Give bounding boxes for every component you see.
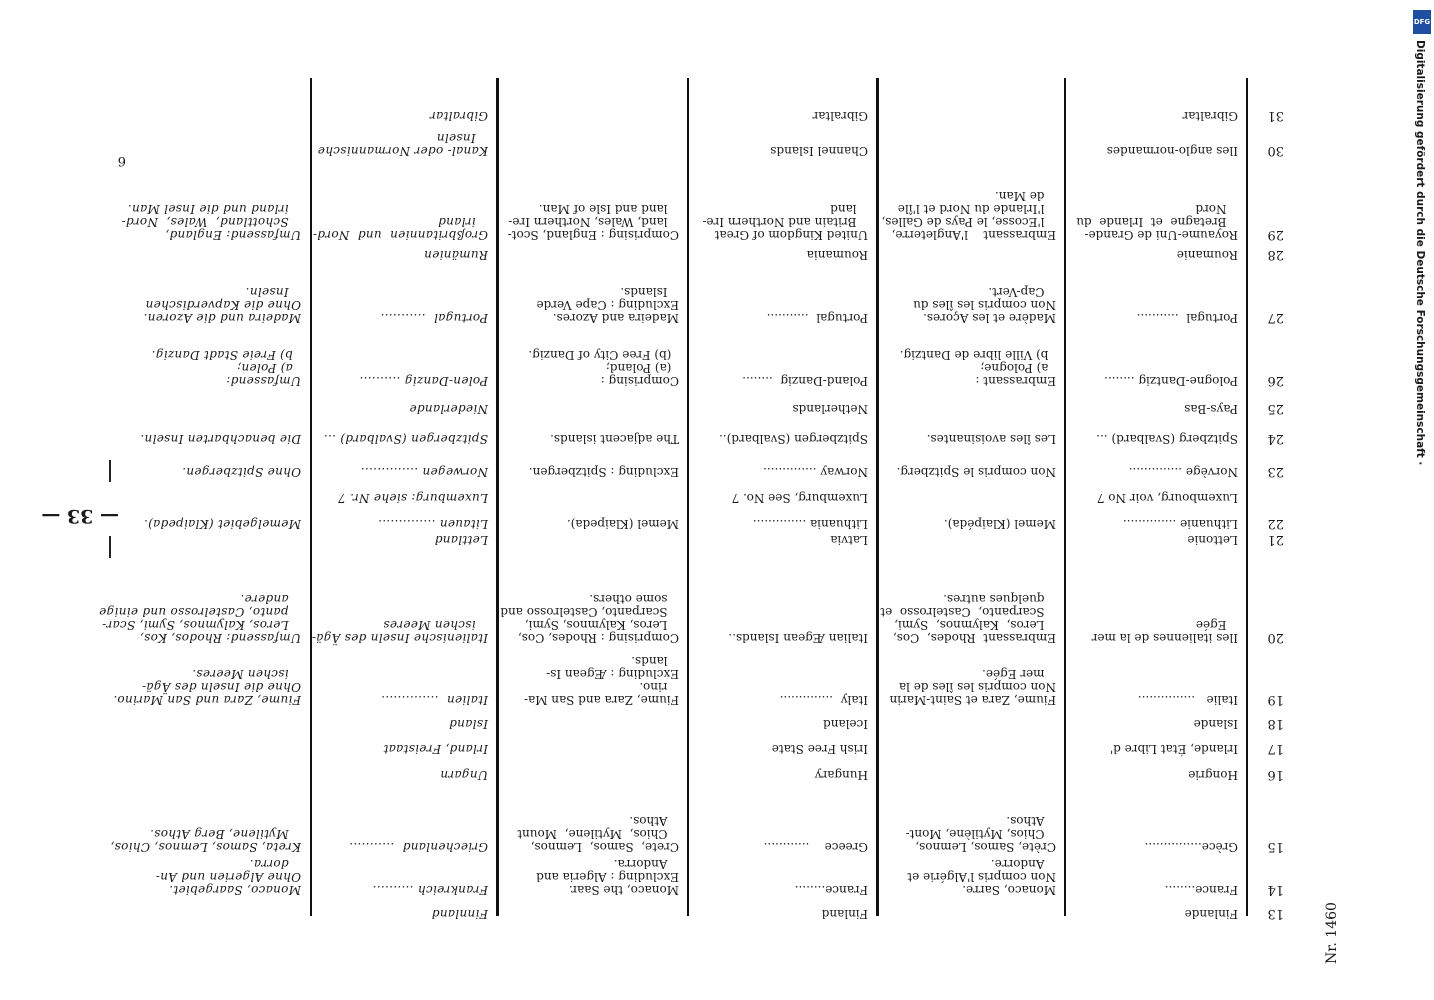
cell-de-note: Kreta, Samos, Lemnos, Chios, Mytilene, Berg Athos. [110, 827, 301, 854]
cell-en-note: Comprising : Rhodes, Cos, Leros, Kalymnos, Symi, Scarpanto, Castelrosso and some others. [500, 592, 679, 645]
cell-de: Niederlande [409, 402, 488, 416]
row-number: 26 [1267, 373, 1284, 388]
cell-de: Italienische Inseln des Ägä- ischen Meeres [311, 618, 488, 645]
cell-de: Ungarn [440, 768, 488, 782]
cell-de-note: Madeira und die Azoren. Ohne die Kapverdischen Inseln. [143, 285, 301, 325]
page-index: 6 [117, 153, 126, 168]
cell-fr: France........ [1164, 883, 1238, 897]
cell-fr: Irlande, État Libre d' [1109, 742, 1238, 756]
cell-en-note: Madeira and Azores. Excluding : Cape Verde Islands. [536, 285, 679, 325]
cell-de: Luxemburg: siehe Nr. 7 [337, 491, 488, 505]
cell-fr-note: Embrassant Rhodes, Cos, Leros, Kalymnos, Symi, Scarpanto, Castelrosso et quelques autres. [880, 592, 1056, 645]
row-number: 14 [1267, 882, 1284, 897]
cell-de: Island [448, 717, 488, 731]
cell-fr: Lithuanie .............. [1122, 517, 1238, 531]
page-number: — 33 — [41, 505, 119, 527]
cell-en-note: Monaco, the Saar. Excluding : Algeria and Andorra. [536, 857, 679, 897]
cell-en: Finland [821, 907, 868, 921]
cell-fr: Grèce............... [1144, 840, 1238, 854]
cell-fr-note: Memel (Klaipéda). [943, 517, 1056, 531]
cell-fr: Pologne-Dantzig ........ [1104, 374, 1238, 388]
cell-fr: Gibraltar [1182, 109, 1238, 123]
cell-en: Latvia [830, 533, 868, 547]
cell-de: Lettland [434, 533, 488, 547]
row-number: 30 [1267, 143, 1284, 158]
cell-fr: Pays-Bas [1184, 402, 1238, 416]
document-reference: Nr. 1460 [1324, 902, 1340, 964]
cell-de: Portugal ........... [380, 311, 488, 325]
cell-de-note: Umfassend: England, Schottland, Wales, Nord- irland und die Insel Man. [121, 202, 301, 242]
cell-de-note: Fiume, Zara und San Marino. Ohne die Inseln des Ägä- ischen Meeres. [113, 667, 301, 707]
cell-de: Griechenland ........... [348, 840, 488, 854]
cell-de: Irland, Freistaat [383, 742, 488, 756]
cell-fr: Iles anglo-normandes [1106, 144, 1238, 158]
cell-en-note: Memel (Klaipeda). [566, 517, 679, 531]
cell-en-note: Crete, Samos, Lemnos, Chios, Mytilene, Mount Athos. [517, 814, 679, 854]
row-number: 27 [1267, 310, 1284, 325]
cell-de: Frankreich .......... [372, 883, 488, 897]
cell-de-note: Memelgebiet (Klaipeda). [143, 517, 301, 531]
cell-de: Spitzbergen (Svalbard) ... [323, 432, 488, 446]
row-number: 29 [1267, 227, 1284, 242]
row-number: 18 [1267, 716, 1284, 731]
cell-en: Roumania [806, 248, 868, 262]
cell-fr: Lettonie [1187, 533, 1238, 547]
cell-de-note: Umfassend: a) Polen; b) Freie Stadt Danzig. [151, 348, 301, 388]
cell-de-note: Die benachbarten Inseln. [140, 432, 301, 446]
column-rule [496, 78, 499, 916]
cell-en: Italy .............. [779, 693, 868, 707]
cell-de-note: Umfassend: Rhodos, Kos, Leros, Kalymnos, Symi, Scar- panto, Castelrosso und einige andere. [98, 592, 301, 645]
cell-en: Poland-Danzig ........ [742, 374, 868, 388]
row-number: 25 [1267, 401, 1284, 416]
cell-en-note: Fiume, Zara and San Ma- rino. Excluding : Ægean Is- lands. [524, 654, 679, 707]
cell-de: Kanal- oder Normannische Inseln [317, 131, 488, 158]
row-number: 19 [1267, 692, 1284, 707]
column-rule [1246, 78, 1248, 916]
cell-fr-note: Monaco, Sarre. Non compris l'Algérie et Andorre. [907, 857, 1056, 897]
column-rule [1064, 78, 1066, 916]
cell-en: Italian Ægean Islands.. [728, 631, 868, 645]
cell-en: Luxemburg, See No. 7 [731, 491, 868, 505]
cell-de-note: Monaco, Saargebiet. Ohne Algerien und An- dorra. [155, 857, 301, 897]
cell-en-note: Excluding : Spitzbergen. [528, 465, 679, 479]
cell-en: France........ [794, 883, 868, 897]
cell-fr-note: Crète, Samos, Lemnos, Chios, Mytilène, Mont- Athos. [905, 814, 1056, 854]
cell-de: Finnland [431, 907, 488, 921]
cell-fr-note: Les îles avoisinantes. [926, 432, 1056, 446]
cell-de: Norwegen .............. [360, 465, 488, 479]
row-number: 31 [1267, 108, 1284, 123]
cell-fr-note: Embrassant l'Angleterre, l'Ecosse, le Pays de Galles, l'Irlande du Nord et l'île de Man. [881, 189, 1056, 242]
cell-fr: Spitzberg (Svalbard) ... [1096, 432, 1238, 446]
cell-en: Norway .............. [763, 465, 868, 479]
cell-fr: Norvège .............. [1128, 465, 1238, 479]
cell-en-note: Comprising : England, Scot- land, Wales, Northern Ire- land and Isle of Man. [507, 202, 679, 242]
cell-en: Greece ............ [763, 840, 868, 854]
row-number: 23 [1267, 464, 1284, 479]
cell-en: Hungary [814, 768, 868, 782]
cell-en: Spitzbergen (Svalbard).. [719, 432, 868, 446]
cell-en: Gibraltar [812, 109, 868, 123]
cell-fr: Roumanie [1176, 248, 1238, 262]
cell-de-note: Ohne Spitzbergen. [181, 465, 301, 479]
page-number-dash [109, 536, 111, 558]
cell-en-note: Comprising : (a) Poland; (b) Free City of Danzig. [528, 348, 679, 388]
cell-de: Italien .............. [380, 693, 488, 707]
cell-de: Rumänien [423, 248, 488, 262]
row-number: 16 [1267, 767, 1284, 782]
cell-fr: Luxembourg, voir No 7 [1096, 491, 1238, 505]
cell-en: Irish Free State [771, 742, 868, 756]
row-number: 21 [1267, 532, 1284, 547]
row-number: 24 [1267, 431, 1284, 446]
cell-fr-note: Non compris le Spitzberg. [896, 465, 1056, 479]
cell-de: Großbritannien und Nord- irland [312, 215, 488, 242]
dfg-logo: DFG [1413, 10, 1431, 34]
cell-fr: Portugal ........... [1136, 311, 1238, 325]
cell-de: Litauen .............. [377, 517, 488, 531]
cell-fr: Italie ............... [1137, 693, 1238, 707]
cell-en: Portugal ........... [766, 311, 868, 325]
cell-en: United Kingdom of Great Britain and Northern Ire- land [702, 202, 868, 242]
column-rule [687, 78, 689, 916]
row-number: 28 [1267, 247, 1284, 262]
row-number: 20 [1267, 630, 1284, 645]
digitization-credit-text: Digitalisierung gefördert durch die Deutsche Forschungsgemeinschaft · [1414, 40, 1426, 466]
cell-fr: Royaume-Uni de Grande- Bretagne et Irlande du Nord [1076, 202, 1238, 242]
cell-de: Gibraltar [429, 109, 488, 123]
row-number: 13 [1267, 906, 1284, 921]
cell-fr-note: Madère et les Açores. Non compris les îles du Cap-Vert. [913, 285, 1056, 325]
cell-fr: Finlande [1184, 907, 1238, 921]
column-rule [876, 78, 879, 916]
cell-fr: Hongrie [1188, 768, 1238, 782]
cell-en: Netherlands [792, 402, 868, 416]
cell-en: Lithuania .............. [752, 517, 868, 531]
cell-de: Polen-Danzig .......... [359, 374, 488, 388]
cell-fr: Islande [1193, 717, 1238, 731]
row-number: 15 [1267, 839, 1284, 854]
row-number: 17 [1267, 741, 1284, 756]
cell-fr-note: Embrassant : a) Pologne; b) Ville libre de Dantzig. [899, 348, 1056, 388]
cell-en-note: The adjacent islands. [550, 432, 679, 446]
cell-en: Channel Islands [770, 144, 868, 158]
cell-fr: Iles italiennes de la mer Egée [1091, 618, 1238, 645]
cell-en: Iceland [823, 717, 868, 731]
row-number: 22 [1267, 516, 1284, 531]
cell-fr-note: Fiume, Zara et Saint-Marin Non compris les îles de la mer Egée. [889, 667, 1056, 707]
column-rule [310, 78, 312, 916]
